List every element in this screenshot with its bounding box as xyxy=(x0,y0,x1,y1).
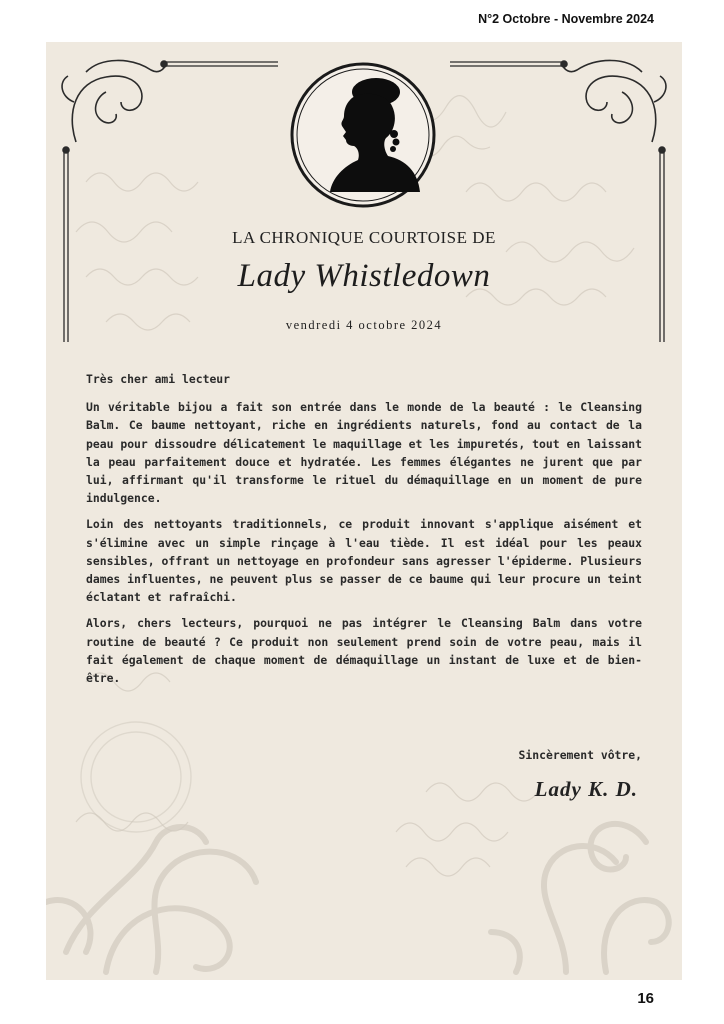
author-name: Lady Whistledown xyxy=(237,258,491,294)
letter-paragraph-1: Un véritable bijou a fait son entrée dans le monde de la beauté : le Cleansing Balm. Ce baume nettoyant, riche en ingrédients naturels, fond au contact de la peau pour dissoudre délicatement le maquillage et les impuretés, tout en laissant la peau parfaitement douce et hydratée. Les femmes élégantes ne jurent que par lui, affirmant qu'il transforme le rituel du démaquillage en un moment de pure indulgence. xyxy=(86,400,642,506)
letter-page xyxy=(46,42,682,980)
letter-body xyxy=(86,370,642,695)
page-number: 16 xyxy=(637,990,654,1007)
letter-closing: Sincèrement vôtre, xyxy=(518,748,642,762)
issue-header: N°2 Octobre - Novembre 2024 xyxy=(478,12,654,26)
cameo-silhouette-icon xyxy=(288,60,438,210)
letter-paragraph-2: Loin des nettoyants traditionnels, ce produit innovant s'applique aisément et s'élimine avec un simple rinçage à l'eau tiède. Il est idéal pour les peaux sensibles, offrant un nettoyage en profondeur sans agresser l'épiderme. Plusieurs dames influentes, ne peuvent plus se passer de ce baume qui leur procure un teint éclatant et rafraîchi. xyxy=(86,517,642,605)
letter-salutation: Très cher ami lecteur xyxy=(86,372,231,386)
letter-paragraph-3: Alors, chers lecteurs, pourquoi ne pas intégrer le Cleansing Balm dans votre routine de beauté ? Ce produit non seulement prend soin de votre peau, mais il fait également de chaque moment de démaquillage un instant de luxe et de bien-être. xyxy=(86,616,642,686)
chronicle-date: vendredi 4 octobre 2024 xyxy=(285,318,443,332)
chronicle-title: LA CHRONIQUE COURTOISE DE xyxy=(232,228,496,247)
corner-flourish-icon xyxy=(62,60,167,153)
letter-signature: Lady K. D. xyxy=(534,777,638,801)
